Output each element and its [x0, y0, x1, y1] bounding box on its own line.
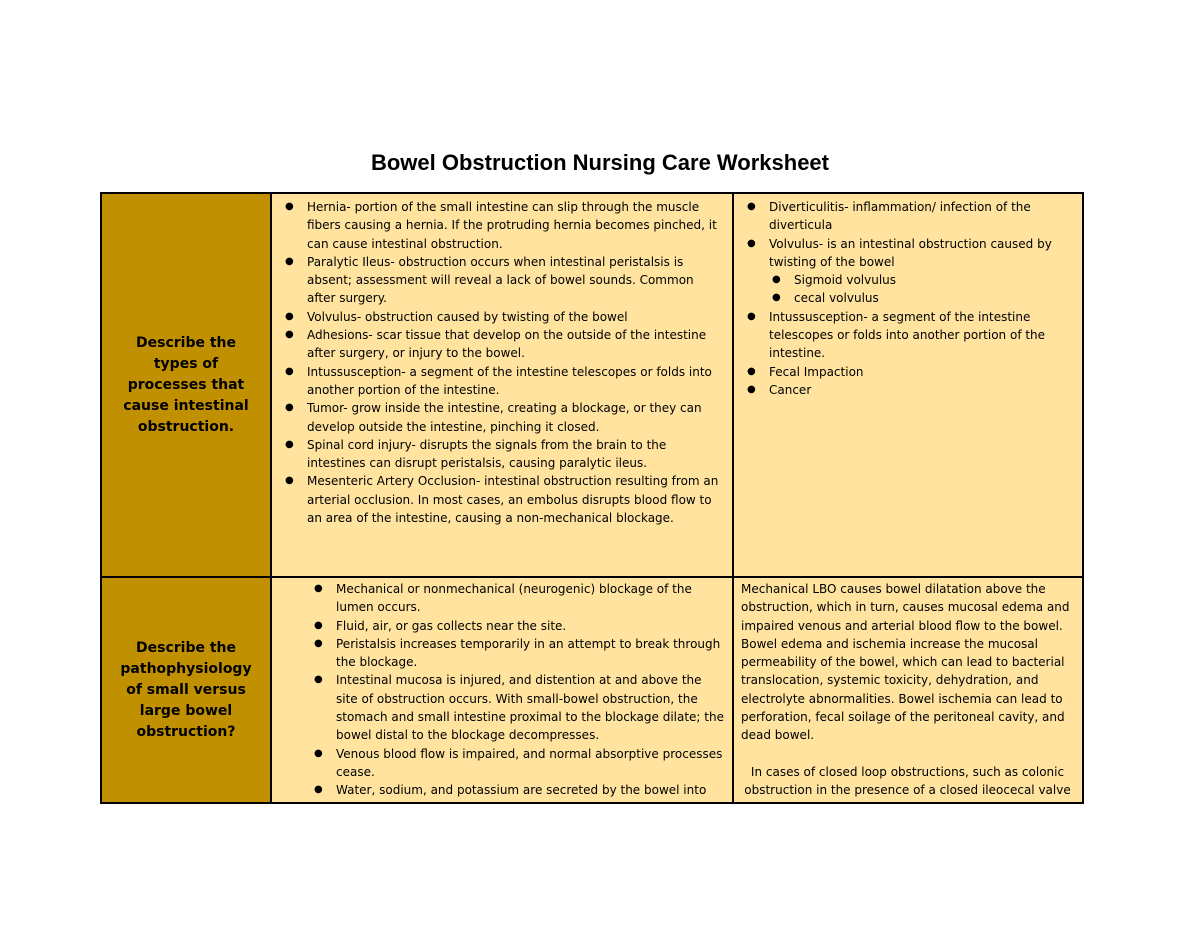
row-label-cell [101, 193, 271, 577]
list-item: ● Mechanical or nonmechanical (neurogenic) blockage of the lumen occurs. [314, 582, 692, 615]
list-item: ● Paralytic Ileus- obstruction occurs when intestinal peristalsis is absent; assessment will reveal a lack of bowel sounds. Common after surgery. [285, 254, 694, 306]
row-label: Describe the types of processes that cause intestinal obstruction. [123, 334, 249, 435]
bullet-icon: ● [747, 237, 756, 249]
table-row [101, 577, 1083, 803]
bullet-icon: ● [314, 583, 323, 594]
bullet-icon: ● [285, 310, 294, 322]
list-item: ● Volvulus- obstruction caused by twisting of the bowel [307, 308, 724, 326]
bullet-list [272, 578, 732, 800]
bullet-list [734, 194, 1082, 399]
bullet-icon: ● [285, 365, 294, 377]
bullet-icon: ● [314, 747, 323, 759]
bullet-icon: ● [772, 292, 781, 304]
bullet-list [272, 194, 732, 527]
list-item: ● Hernia- portion of the small intestine can slip through the muscle fibers causing a hernia. If the protruding hernia becomes pinched, it can cause intestinal obstruction. [285, 200, 717, 251]
list-item: ● Fluid, air, or gas collects near the site. [336, 617, 724, 635]
list-item: ● Cancer [769, 381, 1074, 399]
bullet-icon: ● [314, 784, 323, 796]
bullet-icon: ● [772, 274, 781, 286]
answer-cell [733, 577, 1083, 803]
bullet-icon: ● [285, 201, 294, 212]
page-title: Bowel Obstruction Nursing Care Worksheet [370, 150, 829, 175]
list-item: ● Spinal cord injury- disrupts the signals from the brain to the intestines can disrupt peristalsis, causing paralytic ileus. [285, 437, 667, 471]
list-item: ● Adhesions- scar tissue that develop on the outside of the intestine after surgery, or injury to the bowel. [285, 328, 707, 361]
answer-cell [271, 193, 733, 577]
paragraph-block [734, 578, 1082, 799]
table-row [101, 193, 1083, 577]
paragraph: Mechanical LBO causes bowel dilatation above the obstruction, which in turn, causes mucosal edema and impaired venous and arterial blood flow to the bowel. Bowel edema and ischemia increase the mucosal permeability of the bowel, which can lead to bacterial translocation, systemic toxicity, dehydration, and electrolyte abnormalities. Bowel ischemia can lead to perforation, fecal soilage of the peritoneal cavity, and dead bowel. [741, 582, 1070, 743]
bullet-icon: ● [314, 674, 323, 686]
row-label: Describe the pathophysiology of small versus large bowel obstruction? [120, 639, 252, 740]
bullet-icon: ● [285, 438, 294, 450]
sub-bullet-list [769, 271, 1074, 308]
list-item: ● Intussusception- a segment of the intestine telescopes or folds into another portion of the intestine. [285, 364, 712, 397]
answer-cell [733, 193, 1083, 577]
list-item: ● Volvulus- is an intestinal obstruction caused by twisting of the bowel ● Sigmoid volvulus ● cecal volvulus [769, 235, 1074, 308]
bullet-icon: ● [285, 402, 294, 414]
worksheet-table [100, 192, 1084, 804]
list-item: ● Sigmoid volvulus [794, 271, 1074, 289]
list-item: ● Mesenteric Artery Occlusion- intestinal obstruction resulting from an arterial occlusion. In most cases, an embolus disrupts blood flow to an area of the intestine, causing a non-mechanical blockage. [285, 474, 719, 526]
bullet-icon: ● [747, 365, 756, 377]
bullet-icon: ● [747, 383, 756, 395]
bullet-icon: ● [285, 329, 294, 341]
bullet-icon: ● [314, 637, 323, 649]
list-item: ● Tumor- grow inside the intestine, creating a blockage, or they can develop outside the intestine, pinching it closed. [285, 401, 702, 434]
list-item: ● Venous blood flow is impaired, and normal absorptive processes cease. [314, 746, 723, 779]
bullet-icon: ● [314, 619, 323, 631]
bullet-icon: ● [747, 201, 756, 212]
bullet-icon: ● [747, 310, 756, 322]
list-item: ● cecal volvulus [794, 289, 1074, 307]
list-item: ● Intussusception- a segment of the intestine telescopes or folds into another portion of the intestine. [747, 309, 1046, 361]
bullet-icon: ● [285, 475, 294, 487]
paragraph: In cases of closed loop obstructions, such as colonic obstruction in the presence of a closed ileocecal valve [744, 764, 1071, 797]
row-label-cell [101, 577, 271, 803]
answer-cell [271, 577, 733, 803]
list-item: ● Intestinal mucosa is injured, and distention at and above the site of obstruction occurs. With small-bowel obstruction, the stomach and small intestine proximal to the blockage dilate; the bowel distal to the blockage decompresses. [314, 673, 724, 743]
list-item: ● Diverticulitis- inflammation/ infection of the diverticula [747, 200, 1031, 233]
bullet-icon: ● [285, 255, 294, 267]
list-item: ● Fecal Impaction [769, 363, 1074, 381]
list-item: ● Water, sodium, and potassium are secreted by the bowel into [336, 781, 724, 799]
list-item: ● Peristalsis increases temporarily in an attempt to break through the blockage. [314, 636, 721, 670]
